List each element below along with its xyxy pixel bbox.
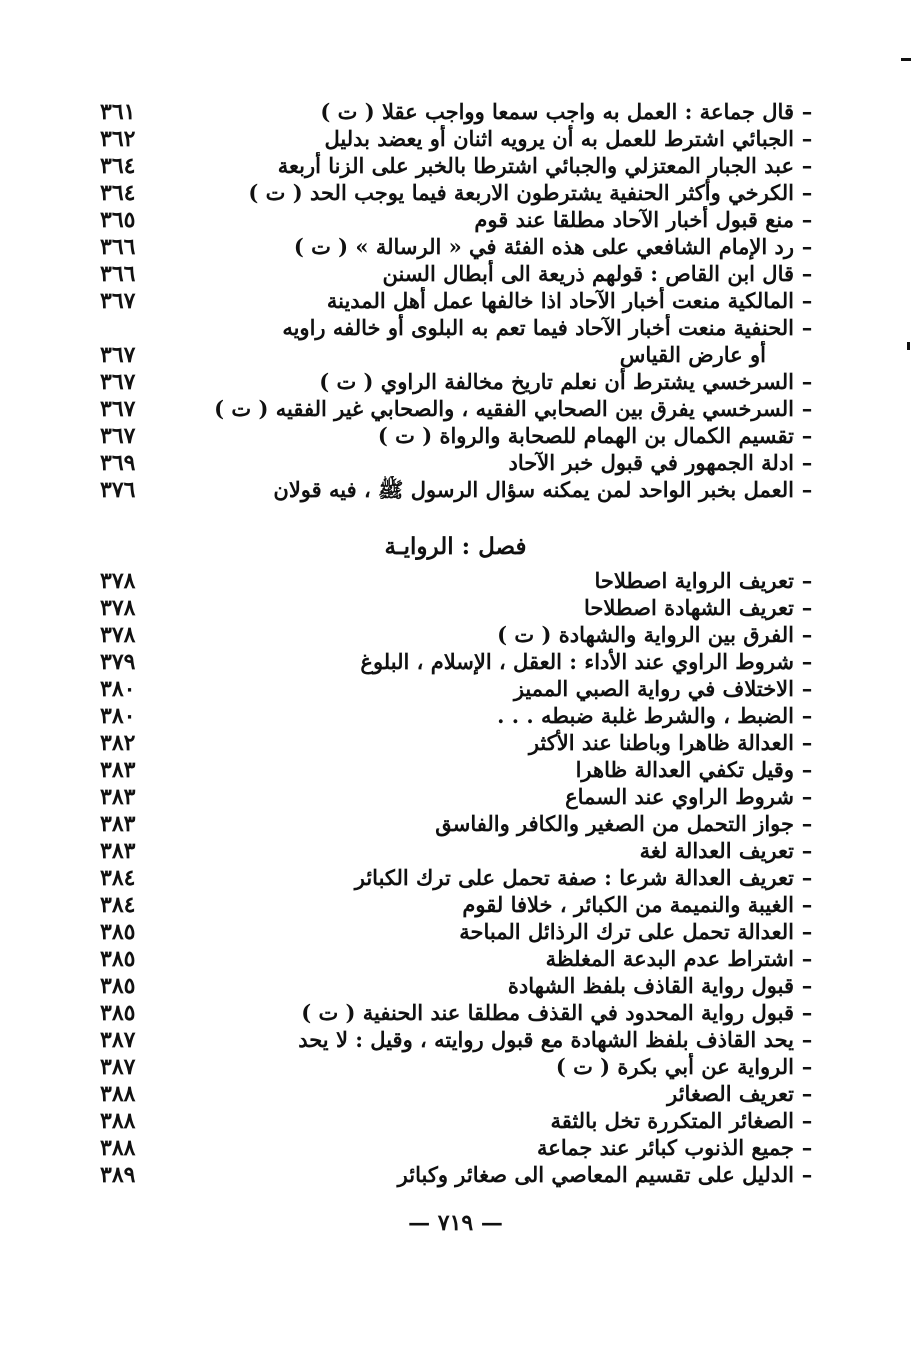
entry-text: منع قبول أخبار الآحاد مطلقا عند قوم bbox=[474, 207, 794, 232]
entry-dash: – bbox=[801, 865, 813, 890]
entry-dash: – bbox=[801, 595, 813, 620]
entry-page-number: ٣٨٨ bbox=[100, 1108, 136, 1134]
toc-entry bbox=[100, 98, 820, 125]
entry-page-number: ٣٨٥ bbox=[100, 973, 136, 999]
entry-page-number: ٣٦٧ bbox=[100, 342, 136, 368]
entry-dash: – bbox=[801, 1162, 813, 1187]
entry-text: العمل بخبر الواحد لمن يمكنه سؤال الرسول ﷺ ، فيه قولان bbox=[273, 477, 794, 502]
toc-list-section2 bbox=[100, 567, 820, 1188]
entry-dash: – bbox=[801, 99, 813, 124]
entry-page-number: ٣٧٦ bbox=[100, 477, 136, 503]
entry-page-number: ٣٦٧ bbox=[100, 369, 136, 395]
entry-page-number: ٣٨٨ bbox=[100, 1081, 136, 1107]
entry-dash: – bbox=[801, 288, 813, 313]
entry-page-number: ٣٦٥ bbox=[100, 207, 136, 233]
entry-text: جواز التحمل من الصغير والكافر والفاسق bbox=[435, 811, 794, 836]
toc-list-section1 bbox=[100, 98, 820, 503]
entry-text: قال جماعة : العمل به واجب سمعا وواجب عقلا ( ت ) bbox=[320, 99, 794, 124]
entry-dash: – bbox=[801, 234, 813, 259]
entry-text: قال ابن القاص : قولهم ذريعة الى أبطال السنن bbox=[382, 261, 794, 286]
entry-text: السرخسي يشترط أن نعلم تاريخ مخالفة الراوي ( ت ) bbox=[319, 369, 794, 394]
toc-entry bbox=[100, 1107, 820, 1134]
entry-text: الضبط ، والشرط غلبة ضبطه . . . bbox=[497, 703, 794, 728]
entry-text: الكرخي وأكثر الحنفية يشترطون الاربعة فيما يوجب الحد ( ت ) bbox=[248, 180, 794, 205]
page-number: — ٧١٩ — bbox=[408, 1210, 503, 1236]
scan-edge-mark bbox=[901, 58, 911, 61]
entry-text: الصغائر المتكررة تخل بالثقة bbox=[550, 1108, 794, 1133]
entry-page-number: ٣٦٦ bbox=[100, 261, 136, 287]
toc-entry bbox=[100, 179, 820, 206]
entry-page-number: ٣٨٤ bbox=[100, 865, 136, 891]
entry-dash: – bbox=[801, 1000, 813, 1025]
toc-entry bbox=[100, 756, 820, 783]
entry-page-number: ٣٨٢ bbox=[100, 730, 136, 756]
entry-page-number: ٣٨٥ bbox=[100, 1000, 136, 1026]
entry-text: الرواية عن أبي بكرة ( ت ) bbox=[555, 1054, 794, 1079]
entry-dash: – bbox=[801, 1108, 813, 1133]
toc-entry bbox=[100, 972, 820, 999]
entry-dash: – bbox=[801, 423, 813, 448]
toc-entry bbox=[100, 1026, 820, 1053]
entry-dash: – bbox=[801, 973, 813, 998]
entry-page-number: ٣٦٢ bbox=[100, 126, 136, 152]
toc-entry bbox=[100, 1161, 820, 1188]
toc-entry bbox=[100, 648, 820, 675]
entry-page-number: ٣٨٥ bbox=[100, 946, 136, 972]
entry-page-number: ٣٨٣ bbox=[100, 784, 136, 810]
entry-page-number: ٣٧٩ bbox=[100, 649, 136, 675]
entry-page-number: ٣٨٣ bbox=[100, 838, 136, 864]
entry-page-number: ٣٨٤ bbox=[100, 892, 136, 918]
entry-dash: – bbox=[801, 369, 813, 394]
toc-entry bbox=[100, 999, 820, 1026]
entry-text: ادلة الجمهور في قبول خبر الآحاد bbox=[508, 450, 794, 475]
toc-entry bbox=[100, 287, 820, 314]
toc-entry bbox=[100, 918, 820, 945]
entry-dash: – bbox=[801, 153, 813, 178]
entry-dash: – bbox=[801, 892, 813, 917]
toc-entry bbox=[100, 1134, 820, 1161]
toc-entry bbox=[100, 810, 820, 837]
entry-dash: – bbox=[801, 261, 813, 286]
entry-page-number: ٣٨٧ bbox=[100, 1054, 136, 1080]
entry-text: المالكية منعت أخبار الآحاد اذا خالفها عمل أهل المدينة bbox=[326, 288, 794, 313]
toc-entry bbox=[100, 837, 820, 864]
entry-dash: – bbox=[801, 838, 813, 863]
entry-text: جميع الذنوب كبائر عند جماعة bbox=[537, 1135, 794, 1160]
entry-dash: – bbox=[801, 811, 813, 836]
entry-dash: – bbox=[801, 477, 813, 502]
entry-page-number: ٣٦٧ bbox=[100, 396, 136, 422]
entry-dash: – bbox=[801, 315, 813, 340]
entry-dash: – bbox=[801, 919, 813, 944]
toc-entry bbox=[100, 395, 820, 422]
entry-text: اشتراط عدم البدعة المغلظة bbox=[545, 946, 794, 971]
entry-dash: – bbox=[801, 946, 813, 971]
entry-page-number: ٣٦٧ bbox=[100, 288, 136, 314]
entry-dash: – bbox=[801, 703, 813, 728]
entry-text: رد الإمام الشافعي على هذه الفئة في « الرسالة » ( ت ) bbox=[293, 234, 794, 259]
entry-text: السرخسي يفرق بين الصحابي الفقيه ، والصحابي غير الفقيه ( ت ) bbox=[214, 396, 794, 421]
toc-entry bbox=[100, 233, 820, 260]
entry-text: عبد الجبار المعتزلي والجبائي اشترطا بالخبر على الزنا أربعة bbox=[277, 153, 794, 178]
toc-entry bbox=[100, 567, 820, 594]
toc-entry bbox=[100, 1080, 820, 1107]
toc-entry bbox=[100, 422, 820, 449]
entry-dash: – bbox=[801, 126, 813, 151]
toc-entry bbox=[100, 260, 820, 287]
entry-page-number: ٣٦٤ bbox=[100, 153, 136, 179]
entry-dash: – bbox=[801, 784, 813, 809]
entry-dash: – bbox=[801, 649, 813, 674]
entry-dash: – bbox=[801, 180, 813, 205]
entry-page-number: ٣٧٨ bbox=[100, 568, 136, 594]
entry-dash: – bbox=[801, 622, 813, 647]
toc-entry bbox=[100, 675, 820, 702]
toc-entry bbox=[100, 125, 820, 152]
entry-page-number: ٣٨٧ bbox=[100, 1027, 136, 1053]
entry-page-number: ٣٨٥ bbox=[100, 919, 136, 945]
toc-entry bbox=[100, 476, 820, 503]
entry-text: تعريف العدالة لغة bbox=[639, 838, 794, 863]
entry-dash: – bbox=[801, 568, 813, 593]
entry-page-number: ٣٦٤ bbox=[100, 180, 136, 206]
entry-text: تعريف الرواية اصطلاحا bbox=[594, 568, 794, 593]
toc-entry bbox=[100, 1053, 820, 1080]
entry-text: قبول رواية المحدود في القذف مطلقا عند الحنفية ( ت ) bbox=[301, 1000, 794, 1025]
entry-dash: – bbox=[801, 1027, 813, 1052]
entry-page-number: ٣٧٨ bbox=[100, 622, 136, 648]
entry-text: الاختلاف في رواية الصبي المميز bbox=[513, 676, 794, 701]
entry-text: شروط الراوي عند الأداء : العقل ، الإسلام ، البلوغ bbox=[360, 649, 794, 674]
toc-entry bbox=[100, 314, 820, 341]
toc-entry bbox=[100, 945, 820, 972]
entry-text: الدليل على تقسيم المعاصي الى صغائر وكبائر bbox=[397, 1162, 794, 1187]
toc-entry bbox=[100, 621, 820, 648]
entry-page-number: ٣٧٨ bbox=[100, 595, 136, 621]
entry-text: شروط الراوي عند السماع bbox=[565, 784, 794, 809]
entry-dash: – bbox=[801, 1054, 813, 1079]
entry-text: يحد القاذف بلفظ الشهادة مع قبول روايته ، وقيل : لا يحد bbox=[298, 1027, 794, 1052]
entry-text: العدالة ظاهرا وباطنا عند الأكثر bbox=[528, 730, 794, 755]
entry-dash: – bbox=[801, 1081, 813, 1106]
entry-text: الفرق بين الرواية والشهادة ( ت ) bbox=[497, 622, 794, 647]
toc-entry bbox=[100, 891, 820, 918]
entry-page-number: ٣٦٧ bbox=[100, 423, 136, 449]
entry-dash: – bbox=[801, 207, 813, 232]
entry-page-number: ٣٦١ bbox=[100, 99, 136, 125]
entry-page-number: ٣٨٨ bbox=[100, 1135, 136, 1161]
entry-text: تعريف الصغائر bbox=[667, 1081, 794, 1106]
toc-entry bbox=[100, 729, 820, 756]
entry-text: تعريف الشهادة اصطلاحا bbox=[584, 595, 794, 620]
entry-page-number: ٣٨٠ bbox=[100, 676, 136, 702]
toc-entry bbox=[100, 449, 820, 476]
entry-dash: – bbox=[801, 450, 813, 475]
toc-entry bbox=[100, 152, 820, 179]
entry-page-number: ٣٨٠ bbox=[100, 703, 136, 729]
entry-dash: – bbox=[801, 730, 813, 755]
entry-text: تعريف العدالة شرعا : صفة تحمل على ترك الكبائر bbox=[354, 865, 794, 890]
entry-dash: – bbox=[801, 396, 813, 421]
entry-dash: – bbox=[801, 1135, 813, 1160]
scan-edge-mark bbox=[907, 342, 910, 350]
toc-entry bbox=[100, 368, 820, 395]
entry-page-number: ٣٨٩ bbox=[100, 1162, 136, 1188]
entry-page-number: ٣٦٩ bbox=[100, 450, 136, 476]
entry-dash: – bbox=[801, 676, 813, 701]
entry-text: الحنفية منعت أخبار الآحاد فيما تعم به البلوى أو خالفه راويه bbox=[282, 315, 794, 340]
entry-text: قبول رواية القاذف بلفظ الشهادة bbox=[507, 973, 794, 998]
toc-entry bbox=[100, 864, 820, 891]
entry-page-number: ٣٦٦ bbox=[100, 234, 136, 260]
entry-text: العدالة تحمل على ترك الرذائل المباحة bbox=[459, 919, 794, 944]
toc-entry bbox=[100, 206, 820, 233]
entry-page-number: ٣٨٣ bbox=[100, 757, 136, 783]
entry-dash: – bbox=[801, 757, 813, 782]
toc-entry bbox=[100, 594, 820, 621]
entry-text: الجبائي اشترط للعمل به أن يرويه اثنان أو يعضد بدليل bbox=[324, 126, 794, 151]
entry-text: الغيبة والنميمة من الكبائر ، خلافا لقوم bbox=[462, 892, 794, 917]
entry-page-number: ٣٨٣ bbox=[100, 811, 136, 837]
toc-entry bbox=[100, 341, 820, 368]
toc-entry bbox=[100, 702, 820, 729]
section-heading: فصل : الروايـة bbox=[384, 533, 527, 560]
entry-text: أو عارض القياس bbox=[619, 342, 766, 367]
entry-text: تقسيم الكمال بن الهمام للصحابة والرواة ( ت ) bbox=[377, 423, 794, 448]
entry-text: وقيل تكفي العدالة ظاهرا bbox=[575, 757, 794, 782]
toc-entry bbox=[100, 783, 820, 810]
